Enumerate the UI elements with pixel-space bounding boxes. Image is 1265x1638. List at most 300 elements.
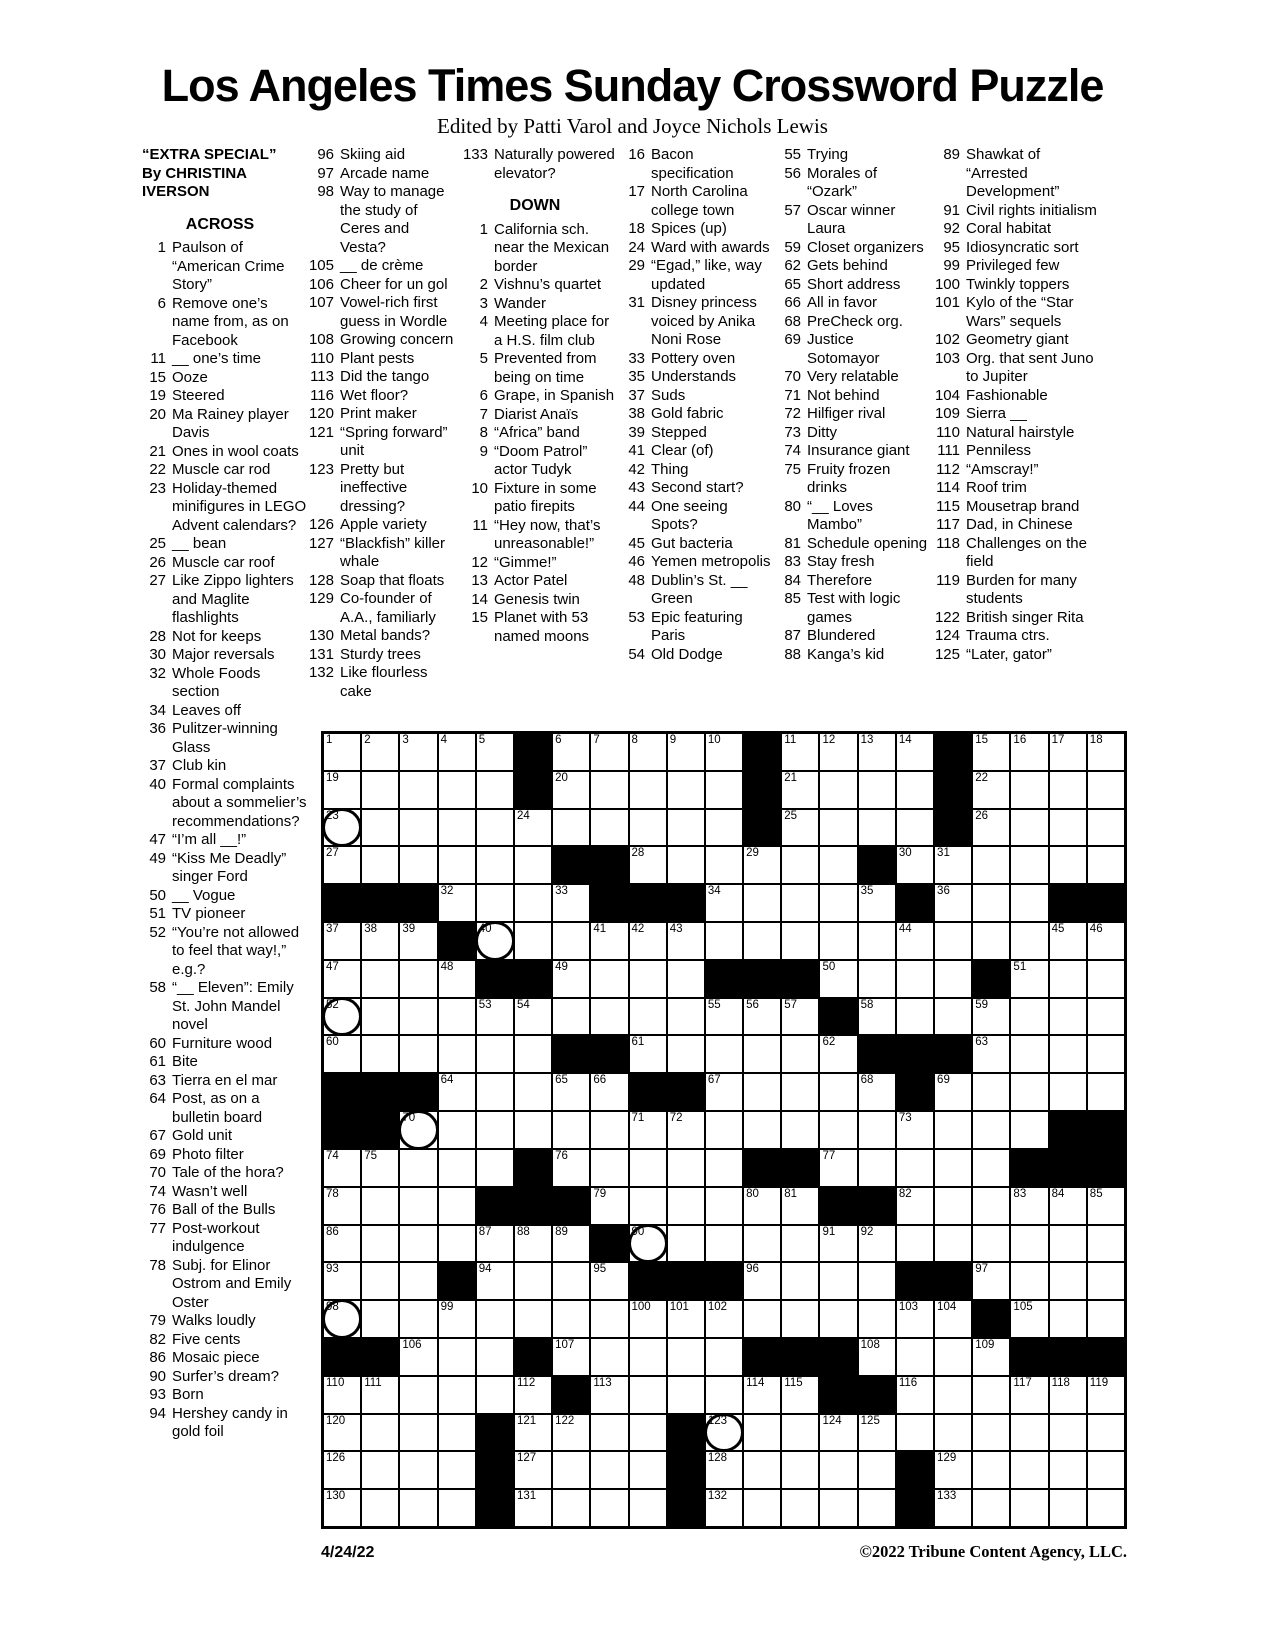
cell-r5c11[interactable] bbox=[706, 885, 742, 921]
cell-r13c17[interactable] bbox=[935, 1188, 971, 1224]
cell-r17c3[interactable] bbox=[400, 1339, 436, 1375]
cell-r16c2[interactable] bbox=[362, 1301, 398, 1337]
cell-r12c7[interactable] bbox=[553, 1150, 589, 1186]
cell-r20c20[interactable] bbox=[1050, 1452, 1086, 1488]
cell-r2c1[interactable] bbox=[324, 772, 360, 808]
cell-r21c15[interactable] bbox=[859, 1490, 895, 1526]
cell-r8c5[interactable] bbox=[477, 999, 513, 1035]
cell-r4c19[interactable] bbox=[1011, 847, 1047, 883]
cell-r17c9[interactable] bbox=[630, 1339, 666, 1375]
cell-r8c11[interactable] bbox=[706, 999, 742, 1035]
cell-r18c2[interactable] bbox=[362, 1377, 398, 1413]
cell-r19c15[interactable] bbox=[859, 1415, 895, 1451]
cell-r11c16[interactable] bbox=[897, 1112, 933, 1148]
cell-r18c6[interactable] bbox=[515, 1377, 551, 1413]
cell-r13c2[interactable] bbox=[362, 1188, 398, 1224]
cell-r4c3[interactable] bbox=[400, 847, 436, 883]
cell-r18c3[interactable] bbox=[400, 1377, 436, 1413]
cell-r14c9[interactable] bbox=[630, 1226, 666, 1262]
cell-r19c20[interactable] bbox=[1050, 1415, 1086, 1451]
cell-r21c8[interactable] bbox=[591, 1490, 627, 1526]
cell-r2c20[interactable] bbox=[1050, 772, 1086, 808]
cell-r14c12[interactable] bbox=[744, 1226, 780, 1262]
cell-r17c15[interactable] bbox=[859, 1339, 895, 1375]
cell-r4c17[interactable] bbox=[935, 847, 971, 883]
cell-r17c18[interactable] bbox=[973, 1339, 1009, 1375]
cell-r18c8[interactable] bbox=[591, 1377, 627, 1413]
cell-r20c18[interactable] bbox=[973, 1452, 1009, 1488]
cell-r18c4[interactable] bbox=[439, 1377, 475, 1413]
cell-r2c11[interactable] bbox=[706, 772, 742, 808]
cell-r10c4[interactable] bbox=[439, 1074, 475, 1110]
cell-r2c10[interactable] bbox=[668, 772, 704, 808]
cell-r12c8[interactable] bbox=[591, 1150, 627, 1186]
cell-r7c21[interactable] bbox=[1088, 961, 1124, 997]
cell-r15c8[interactable] bbox=[591, 1263, 627, 1299]
cell-r6c2[interactable] bbox=[362, 923, 398, 959]
cell-r5c12[interactable] bbox=[744, 885, 780, 921]
cell-r16c6[interactable] bbox=[515, 1301, 551, 1337]
cell-r8c6[interactable] bbox=[515, 999, 551, 1035]
cell-r7c15[interactable] bbox=[859, 961, 895, 997]
cell-r7c10[interactable] bbox=[668, 961, 704, 997]
cell-r8c3[interactable] bbox=[400, 999, 436, 1035]
cell-r4c5[interactable] bbox=[477, 847, 513, 883]
cell-r14c5[interactable] bbox=[477, 1226, 513, 1262]
cell-r2c14[interactable] bbox=[820, 772, 856, 808]
cell-r6c15[interactable] bbox=[859, 923, 895, 959]
cell-r12c10[interactable] bbox=[668, 1150, 704, 1186]
cell-r11c18[interactable] bbox=[973, 1112, 1009, 1148]
cell-r11c19[interactable] bbox=[1011, 1112, 1047, 1148]
cell-r8c13[interactable] bbox=[782, 999, 818, 1035]
cell-r4c1[interactable] bbox=[324, 847, 360, 883]
cell-r3c14[interactable] bbox=[820, 810, 856, 846]
cell-r18c1[interactable] bbox=[324, 1377, 360, 1413]
cell-r3c1[interactable] bbox=[324, 810, 360, 846]
cell-r8c17[interactable] bbox=[935, 999, 971, 1035]
cell-r9c4[interactable] bbox=[439, 1036, 475, 1072]
cell-r12c4[interactable] bbox=[439, 1150, 475, 1186]
cell-r19c6[interactable] bbox=[515, 1415, 551, 1451]
cell-r19c3[interactable] bbox=[400, 1415, 436, 1451]
cell-r7c1[interactable] bbox=[324, 961, 360, 997]
cell-r16c4[interactable] bbox=[439, 1301, 475, 1337]
cell-r9c2[interactable] bbox=[362, 1036, 398, 1072]
cell-r15c1[interactable] bbox=[324, 1263, 360, 1299]
cell-r12c15[interactable] bbox=[859, 1150, 895, 1186]
cell-r18c18[interactable] bbox=[973, 1377, 1009, 1413]
cell-r11c10[interactable] bbox=[668, 1112, 704, 1148]
cell-r2c3[interactable] bbox=[400, 772, 436, 808]
cell-r9c9[interactable] bbox=[630, 1036, 666, 1072]
cell-r1c3[interactable] bbox=[400, 734, 436, 770]
cell-r9c20[interactable] bbox=[1050, 1036, 1086, 1072]
cell-r16c17[interactable] bbox=[935, 1301, 971, 1337]
cell-r3c10[interactable] bbox=[668, 810, 704, 846]
cell-r15c20[interactable] bbox=[1050, 1263, 1086, 1299]
cell-r11c15[interactable] bbox=[859, 1112, 895, 1148]
cell-r14c16[interactable] bbox=[897, 1226, 933, 1262]
cell-r7c4[interactable] bbox=[439, 961, 475, 997]
cell-r19c11[interactable] bbox=[706, 1415, 742, 1451]
cell-r14c11[interactable] bbox=[706, 1226, 742, 1262]
cell-r13c20[interactable] bbox=[1050, 1188, 1086, 1224]
cell-r14c4[interactable] bbox=[439, 1226, 475, 1262]
cell-r14c14[interactable] bbox=[820, 1226, 856, 1262]
cell-r11c17[interactable] bbox=[935, 1112, 971, 1148]
cell-r14c18[interactable] bbox=[973, 1226, 1009, 1262]
cell-r15c21[interactable] bbox=[1088, 1263, 1124, 1299]
cell-r11c3[interactable] bbox=[400, 1112, 436, 1148]
cell-r12c3[interactable] bbox=[400, 1150, 436, 1186]
cell-r20c12[interactable] bbox=[744, 1452, 780, 1488]
cell-r13c13[interactable] bbox=[782, 1188, 818, 1224]
cell-r9c3[interactable] bbox=[400, 1036, 436, 1072]
cell-r3c20[interactable] bbox=[1050, 810, 1086, 846]
cell-r3c16[interactable] bbox=[897, 810, 933, 846]
cell-r17c17[interactable] bbox=[935, 1339, 971, 1375]
cell-r6c6[interactable] bbox=[515, 923, 551, 959]
cell-r11c5[interactable] bbox=[477, 1112, 513, 1148]
cell-r16c8[interactable] bbox=[591, 1301, 627, 1337]
cell-r3c6[interactable] bbox=[515, 810, 551, 846]
cell-r6c17[interactable] bbox=[935, 923, 971, 959]
cell-r17c4[interactable] bbox=[439, 1339, 475, 1375]
cell-r16c20[interactable] bbox=[1050, 1301, 1086, 1337]
cell-r21c4[interactable] bbox=[439, 1490, 475, 1526]
cell-r7c2[interactable] bbox=[362, 961, 398, 997]
cell-r1c5[interactable] bbox=[477, 734, 513, 770]
cell-r1c16[interactable] bbox=[897, 734, 933, 770]
cell-r8c8[interactable] bbox=[591, 999, 627, 1035]
cell-r10c12[interactable] bbox=[744, 1074, 780, 1110]
cell-r13c12[interactable] bbox=[744, 1188, 780, 1224]
cell-r9c12[interactable] bbox=[744, 1036, 780, 1072]
cell-r14c10[interactable] bbox=[668, 1226, 704, 1262]
cell-r2c16[interactable] bbox=[897, 772, 933, 808]
cell-r6c16[interactable] bbox=[897, 923, 933, 959]
cell-r8c1[interactable] bbox=[324, 999, 360, 1035]
cell-r13c9[interactable] bbox=[630, 1188, 666, 1224]
cell-r14c6[interactable] bbox=[515, 1226, 551, 1262]
cell-r15c19[interactable] bbox=[1011, 1263, 1047, 1299]
cell-r1c4[interactable] bbox=[439, 734, 475, 770]
cell-r11c7[interactable] bbox=[553, 1112, 589, 1148]
cell-r3c15[interactable] bbox=[859, 810, 895, 846]
cell-r13c1[interactable] bbox=[324, 1188, 360, 1224]
cell-r6c1[interactable] bbox=[324, 923, 360, 959]
cell-r16c14[interactable] bbox=[820, 1301, 856, 1337]
cell-r20c15[interactable] bbox=[859, 1452, 895, 1488]
cell-r1c1[interactable] bbox=[324, 734, 360, 770]
cell-r9c10[interactable] bbox=[668, 1036, 704, 1072]
cell-r18c10[interactable] bbox=[668, 1377, 704, 1413]
cell-r6c19[interactable] bbox=[1011, 923, 1047, 959]
cell-r6c7[interactable] bbox=[553, 923, 589, 959]
cell-r20c17[interactable] bbox=[935, 1452, 971, 1488]
cell-r2c15[interactable] bbox=[859, 772, 895, 808]
cell-r8c15[interactable] bbox=[859, 999, 895, 1035]
cell-r11c4[interactable] bbox=[439, 1112, 475, 1148]
cell-r20c8[interactable] bbox=[591, 1452, 627, 1488]
cell-r10c8[interactable] bbox=[591, 1074, 627, 1110]
cell-r15c5[interactable] bbox=[477, 1263, 513, 1299]
cell-r10c17[interactable] bbox=[935, 1074, 971, 1110]
cell-r15c18[interactable] bbox=[973, 1263, 1009, 1299]
cell-r16c21[interactable] bbox=[1088, 1301, 1124, 1337]
cell-r14c2[interactable] bbox=[362, 1226, 398, 1262]
cell-r12c1[interactable] bbox=[324, 1150, 360, 1186]
cell-r16c11[interactable] bbox=[706, 1301, 742, 1337]
cell-r3c18[interactable] bbox=[973, 810, 1009, 846]
cell-r2c13[interactable] bbox=[782, 772, 818, 808]
cell-r16c19[interactable] bbox=[1011, 1301, 1047, 1337]
cell-r19c9[interactable] bbox=[630, 1415, 666, 1451]
cell-r13c3[interactable] bbox=[400, 1188, 436, 1224]
cell-r18c11[interactable] bbox=[706, 1377, 742, 1413]
cell-r9c14[interactable] bbox=[820, 1036, 856, 1072]
cell-r6c10[interactable] bbox=[668, 923, 704, 959]
cell-r18c20[interactable] bbox=[1050, 1377, 1086, 1413]
cell-r3c5[interactable] bbox=[477, 810, 513, 846]
cell-r5c7[interactable] bbox=[553, 885, 589, 921]
cell-r20c2[interactable] bbox=[362, 1452, 398, 1488]
cell-r8c20[interactable] bbox=[1050, 999, 1086, 1035]
cell-r4c21[interactable] bbox=[1088, 847, 1124, 883]
cell-r21c11[interactable] bbox=[706, 1490, 742, 1526]
cell-r5c19[interactable] bbox=[1011, 885, 1047, 921]
cell-r10c14[interactable] bbox=[820, 1074, 856, 1110]
cell-r3c7[interactable] bbox=[553, 810, 589, 846]
cell-r19c21[interactable] bbox=[1088, 1415, 1124, 1451]
cell-r6c3[interactable] bbox=[400, 923, 436, 959]
cell-r3c21[interactable] bbox=[1088, 810, 1124, 846]
cell-r9c1[interactable] bbox=[324, 1036, 360, 1072]
cell-r2c21[interactable] bbox=[1088, 772, 1124, 808]
cell-r19c14[interactable] bbox=[820, 1415, 856, 1451]
cell-r1c13[interactable] bbox=[782, 734, 818, 770]
cell-r4c4[interactable] bbox=[439, 847, 475, 883]
cell-r21c14[interactable] bbox=[820, 1490, 856, 1526]
cell-r2c9[interactable] bbox=[630, 772, 666, 808]
cell-r11c8[interactable] bbox=[591, 1112, 627, 1148]
cell-r16c3[interactable] bbox=[400, 1301, 436, 1337]
cell-r3c9[interactable] bbox=[630, 810, 666, 846]
cell-r13c11[interactable] bbox=[706, 1188, 742, 1224]
cell-r2c8[interactable] bbox=[591, 772, 627, 808]
cell-r14c17[interactable] bbox=[935, 1226, 971, 1262]
cell-r8c12[interactable] bbox=[744, 999, 780, 1035]
cell-r10c21[interactable] bbox=[1088, 1074, 1124, 1110]
cell-r12c14[interactable] bbox=[820, 1150, 856, 1186]
cell-r21c17[interactable] bbox=[935, 1490, 971, 1526]
cell-r7c9[interactable] bbox=[630, 961, 666, 997]
cell-r2c5[interactable] bbox=[477, 772, 513, 808]
cell-r3c4[interactable] bbox=[439, 810, 475, 846]
cell-r21c3[interactable] bbox=[400, 1490, 436, 1526]
cell-r19c18[interactable] bbox=[973, 1415, 1009, 1451]
cell-r1c8[interactable] bbox=[591, 734, 627, 770]
cell-r2c4[interactable] bbox=[439, 772, 475, 808]
cell-r21c7[interactable] bbox=[553, 1490, 589, 1526]
cell-r11c9[interactable] bbox=[630, 1112, 666, 1148]
cell-r2c2[interactable] bbox=[362, 772, 398, 808]
cell-r6c9[interactable] bbox=[630, 923, 666, 959]
cell-r11c13[interactable] bbox=[782, 1112, 818, 1148]
cell-r19c16[interactable] bbox=[897, 1415, 933, 1451]
cell-r21c12[interactable] bbox=[744, 1490, 780, 1526]
cell-r15c13[interactable] bbox=[782, 1263, 818, 1299]
cell-r5c6[interactable] bbox=[515, 885, 551, 921]
cell-r7c17[interactable] bbox=[935, 961, 971, 997]
cell-r12c18[interactable] bbox=[973, 1150, 1009, 1186]
cell-r16c13[interactable] bbox=[782, 1301, 818, 1337]
cell-r6c11[interactable] bbox=[706, 923, 742, 959]
cell-r4c9[interactable] bbox=[630, 847, 666, 883]
cell-r5c18[interactable] bbox=[973, 885, 1009, 921]
cell-r21c20[interactable] bbox=[1050, 1490, 1086, 1526]
cell-r16c7[interactable] bbox=[553, 1301, 589, 1337]
cell-r20c6[interactable] bbox=[515, 1452, 551, 1488]
cell-r15c2[interactable] bbox=[362, 1263, 398, 1299]
cell-r1c15[interactable] bbox=[859, 734, 895, 770]
cell-r19c4[interactable] bbox=[439, 1415, 475, 1451]
cell-r7c19[interactable] bbox=[1011, 961, 1047, 997]
cell-r15c3[interactable] bbox=[400, 1263, 436, 1299]
cell-r18c12[interactable] bbox=[744, 1377, 780, 1413]
cell-r4c18[interactable] bbox=[973, 847, 1009, 883]
cell-r20c3[interactable] bbox=[400, 1452, 436, 1488]
cell-r6c20[interactable] bbox=[1050, 923, 1086, 959]
cell-r6c21[interactable] bbox=[1088, 923, 1124, 959]
cell-r14c1[interactable] bbox=[324, 1226, 360, 1262]
cell-r18c21[interactable] bbox=[1088, 1377, 1124, 1413]
cell-r20c14[interactable] bbox=[820, 1452, 856, 1488]
cell-r7c7[interactable] bbox=[553, 961, 589, 997]
cell-r20c9[interactable] bbox=[630, 1452, 666, 1488]
cell-r2c7[interactable] bbox=[553, 772, 589, 808]
cell-r1c14[interactable] bbox=[820, 734, 856, 770]
cell-r8c7[interactable] bbox=[553, 999, 589, 1035]
cell-r13c19[interactable] bbox=[1011, 1188, 1047, 1224]
cell-r8c19[interactable] bbox=[1011, 999, 1047, 1035]
cell-r1c2[interactable] bbox=[362, 734, 398, 770]
cell-r20c7[interactable] bbox=[553, 1452, 589, 1488]
cell-r1c7[interactable] bbox=[553, 734, 589, 770]
cell-r3c11[interactable] bbox=[706, 810, 742, 846]
cell-r6c18[interactable] bbox=[973, 923, 1009, 959]
cell-r21c6[interactable] bbox=[515, 1490, 551, 1526]
cell-r19c17[interactable] bbox=[935, 1415, 971, 1451]
cell-r15c12[interactable] bbox=[744, 1263, 780, 1299]
cell-r11c11[interactable] bbox=[706, 1112, 742, 1148]
cell-r4c14[interactable] bbox=[820, 847, 856, 883]
cell-r6c13[interactable] bbox=[782, 923, 818, 959]
cell-r1c18[interactable] bbox=[973, 734, 1009, 770]
cell-r4c13[interactable] bbox=[782, 847, 818, 883]
cell-r10c5[interactable] bbox=[477, 1074, 513, 1110]
cell-r10c7[interactable] bbox=[553, 1074, 589, 1110]
cell-r9c5[interactable] bbox=[477, 1036, 513, 1072]
cell-r18c16[interactable] bbox=[897, 1377, 933, 1413]
cell-r14c20[interactable] bbox=[1050, 1226, 1086, 1262]
cell-r1c9[interactable] bbox=[630, 734, 666, 770]
cell-r15c14[interactable] bbox=[820, 1263, 856, 1299]
cell-r11c14[interactable] bbox=[820, 1112, 856, 1148]
cell-r6c8[interactable] bbox=[591, 923, 627, 959]
cell-r14c13[interactable] bbox=[782, 1226, 818, 1262]
cell-r1c11[interactable] bbox=[706, 734, 742, 770]
cell-r5c5[interactable] bbox=[477, 885, 513, 921]
cell-r20c21[interactable] bbox=[1088, 1452, 1124, 1488]
cell-r3c3[interactable] bbox=[400, 810, 436, 846]
cell-r21c1[interactable] bbox=[324, 1490, 360, 1526]
cell-r21c13[interactable] bbox=[782, 1490, 818, 1526]
cell-r12c5[interactable] bbox=[477, 1150, 513, 1186]
cell-r7c3[interactable] bbox=[400, 961, 436, 997]
cell-r8c18[interactable] bbox=[973, 999, 1009, 1035]
cell-r17c7[interactable] bbox=[553, 1339, 589, 1375]
cell-r10c13[interactable] bbox=[782, 1074, 818, 1110]
cell-r19c19[interactable] bbox=[1011, 1415, 1047, 1451]
cell-r20c11[interactable] bbox=[706, 1452, 742, 1488]
cell-r1c21[interactable] bbox=[1088, 734, 1124, 770]
cell-r1c10[interactable] bbox=[668, 734, 704, 770]
cell-r20c13[interactable] bbox=[782, 1452, 818, 1488]
cell-r17c10[interactable] bbox=[668, 1339, 704, 1375]
cell-r4c12[interactable] bbox=[744, 847, 780, 883]
cell-r3c8[interactable] bbox=[591, 810, 627, 846]
cell-r8c4[interactable] bbox=[439, 999, 475, 1035]
cell-r10c11[interactable] bbox=[706, 1074, 742, 1110]
cell-r16c5[interactable] bbox=[477, 1301, 513, 1337]
cell-r17c5[interactable] bbox=[477, 1339, 513, 1375]
cell-r10c19[interactable] bbox=[1011, 1074, 1047, 1110]
cell-r13c8[interactable] bbox=[591, 1188, 627, 1224]
cell-r18c9[interactable] bbox=[630, 1377, 666, 1413]
cell-r4c16[interactable] bbox=[897, 847, 933, 883]
cell-r16c1[interactable] bbox=[324, 1301, 360, 1337]
cell-r16c16[interactable] bbox=[897, 1301, 933, 1337]
cell-r21c19[interactable] bbox=[1011, 1490, 1047, 1526]
cell-r12c11[interactable] bbox=[706, 1150, 742, 1186]
cell-r19c8[interactable] bbox=[591, 1415, 627, 1451]
cell-r10c20[interactable] bbox=[1050, 1074, 1086, 1110]
cell-r18c19[interactable] bbox=[1011, 1377, 1047, 1413]
cell-r8c21[interactable] bbox=[1088, 999, 1124, 1035]
cell-r16c12[interactable] bbox=[744, 1301, 780, 1337]
cell-r1c19[interactable] bbox=[1011, 734, 1047, 770]
cell-r11c12[interactable] bbox=[744, 1112, 780, 1148]
cell-r21c2[interactable] bbox=[362, 1490, 398, 1526]
cell-r3c13[interactable] bbox=[782, 810, 818, 846]
cell-r4c11[interactable] bbox=[706, 847, 742, 883]
cell-r17c8[interactable] bbox=[591, 1339, 627, 1375]
cell-r12c17[interactable] bbox=[935, 1150, 971, 1186]
cell-r4c20[interactable] bbox=[1050, 847, 1086, 883]
cell-r4c6[interactable] bbox=[515, 847, 551, 883]
cell-r8c16[interactable] bbox=[897, 999, 933, 1035]
cell-r20c19[interactable] bbox=[1011, 1452, 1047, 1488]
cell-r7c16[interactable] bbox=[897, 961, 933, 997]
cell-r9c6[interactable] bbox=[515, 1036, 551, 1072]
cell-r17c11[interactable] bbox=[706, 1339, 742, 1375]
cell-r1c20[interactable] bbox=[1050, 734, 1086, 770]
cell-r16c10[interactable] bbox=[668, 1301, 704, 1337]
cell-r10c6[interactable] bbox=[515, 1074, 551, 1110]
cell-r14c7[interactable] bbox=[553, 1226, 589, 1262]
